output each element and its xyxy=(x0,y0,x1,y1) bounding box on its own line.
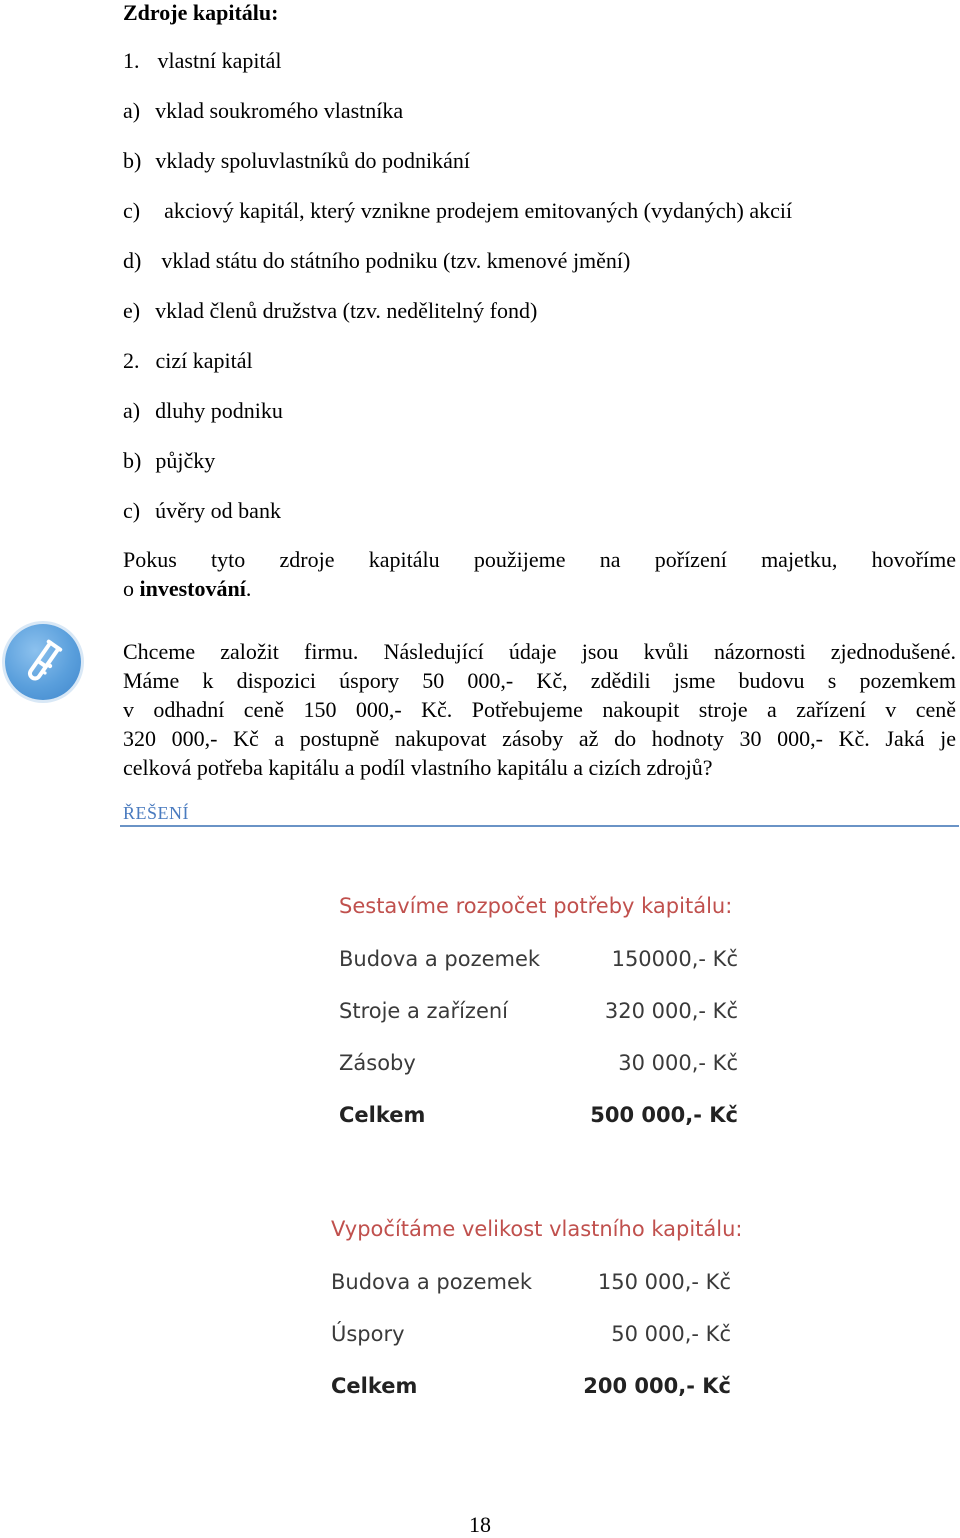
list-marker: 1. xyxy=(123,48,140,73)
list-marker: a) xyxy=(123,398,141,423)
list-item xyxy=(123,498,281,524)
own-capital-row-label: Úspory xyxy=(331,1322,405,1346)
list-marker: c) xyxy=(123,498,141,523)
paragraph-line: 320 000,- Kč a postupně nakupovat zásoby až do hodnoty 30 000,- Kč. Jaká je xyxy=(123,726,956,751)
list-item xyxy=(123,398,283,424)
list-item xyxy=(123,48,282,74)
list-text: dluhy podniku xyxy=(155,398,283,423)
list-text: půjčky xyxy=(155,448,216,473)
solution-link[interactable]: ŘEŠENÍ xyxy=(123,803,189,823)
solution-divider xyxy=(120,825,959,827)
paragraph-line: o investování. xyxy=(123,576,252,601)
paragraph-line: Chceme založit firmu. Následující údaje jsou kvůli názornosti zjednodušené. xyxy=(123,639,956,664)
list-item xyxy=(123,98,403,124)
list-text: úvěry od bank xyxy=(155,498,281,523)
list-marker: b) xyxy=(123,448,142,473)
budget-row-value: 320 000,- Kč xyxy=(604,999,738,1023)
list-text: cizí kapitál xyxy=(155,348,253,373)
own-capital-row-value: 50 000,- Kč xyxy=(611,1322,731,1346)
section-heading: Zdroje kapitálu: xyxy=(123,0,279,25)
budget-row-label: Budova a pozemek xyxy=(339,947,541,971)
budget-row-value: 30 000,- Kč xyxy=(618,1051,738,1075)
budget-total-label: Celkem xyxy=(339,1103,426,1127)
list-item xyxy=(123,298,537,324)
list-text: vklad členů družstva (tzv. nedělitelný fond) xyxy=(155,298,538,323)
paragraph-line: Pokus tyto zdroje kapitálu použijeme na pořízení majetku, hovoříme xyxy=(123,547,956,572)
paragraph-line: Máme k dispozici úspory 50 000,- Kč, zdědili jsme budovu s pozemkem xyxy=(123,668,956,693)
list-text: vklad soukromého vlastníka xyxy=(155,98,404,123)
budget-row-label: Zásoby xyxy=(339,1051,416,1075)
list-item xyxy=(123,148,470,174)
paragraph-line: celková potřeba kapitálu a podíl vlastního kapitálu a cizích zdrojů? xyxy=(123,755,713,780)
list-item xyxy=(123,248,630,274)
budget-row-label: Stroje a zařízení xyxy=(339,999,509,1023)
list-marker: c) xyxy=(123,198,141,223)
list-text: vklad státu do státního podniku (tzv. kmenové jmění) xyxy=(161,248,631,273)
list-text: vlastní kapitál xyxy=(157,48,282,73)
budget-row-value: 150000,- Kč xyxy=(611,947,738,971)
list-marker: a) xyxy=(123,98,141,123)
paragraph-line: v odhadní ceně 150 000,- Kč. Potřebujeme nakoupit stroje a zařízení v ceně xyxy=(123,697,956,722)
page-number: 18 xyxy=(469,1512,491,1537)
list-item xyxy=(123,348,253,374)
own-capital-total-label: Celkem xyxy=(331,1374,418,1398)
list-item xyxy=(123,198,792,224)
list-item xyxy=(123,448,215,474)
list-marker: d) xyxy=(123,248,142,273)
list-marker: b) xyxy=(123,148,142,173)
list-text: vklady spoluvlastníků do podnikání xyxy=(155,148,471,173)
budget-total-value: 500 000,- Kč xyxy=(590,1103,738,1127)
list-text: akciový kapitál, který vznikne prodejem emitovaných (vydaných) akcií xyxy=(164,198,793,223)
own-capital-title: Vypočítáme velikost vlastního kapitálu: xyxy=(331,1217,743,1241)
own-capital-total-value: 200 000,- Kč xyxy=(583,1374,731,1398)
own-capital-row-value: 150 000,- Kč xyxy=(597,1270,731,1294)
own-capital-row-label: Budova a pozemek xyxy=(331,1270,533,1294)
investing-paragraph xyxy=(123,545,956,603)
list-marker: e) xyxy=(123,298,141,323)
list-marker: 2. xyxy=(123,348,140,373)
budget-title: Sestavíme rozpočet potřeby kapitálu: xyxy=(339,894,733,918)
task-paragraph xyxy=(123,637,956,782)
investing-term: investování xyxy=(139,576,246,601)
test-tube-icon xyxy=(5,624,81,700)
